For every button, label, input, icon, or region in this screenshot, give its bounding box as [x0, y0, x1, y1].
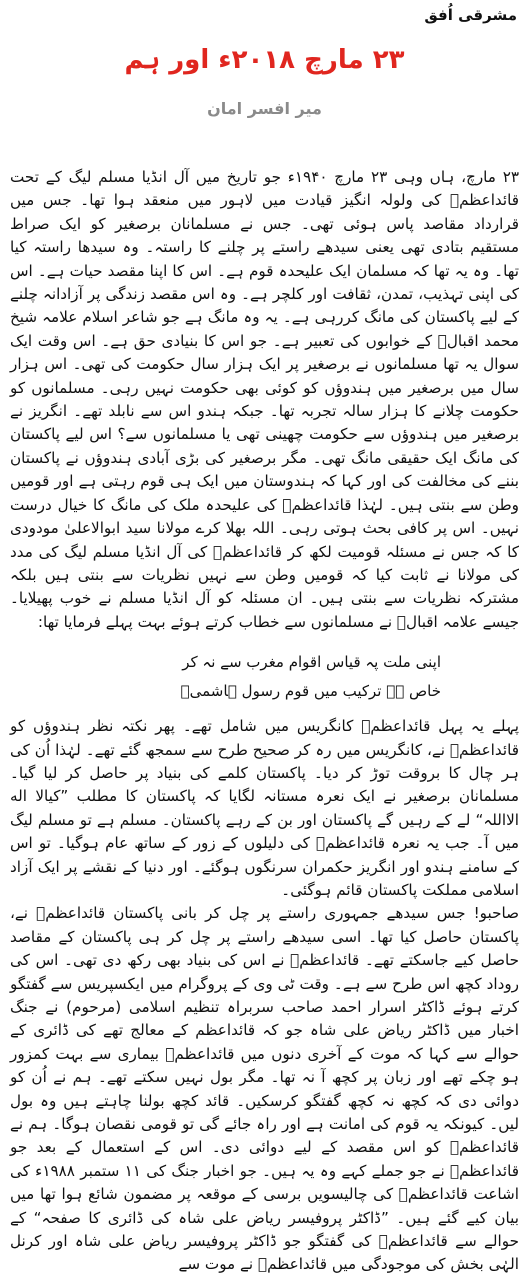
column-name: مشرقی اُفق [424, 6, 517, 24]
paragraph: ۲۳ مارچ، ہاں وہی ۲۳ مارچ ۱۹۴۰ء جو تاریخ میں آل انڈیا مسلم لیگ کے تحت قائداعظمؒ کی ولولہ انگیز قیادت میں لاہور میں منعقد ہوا تھا۔ جس میں قرارداد مقاصد پاس ہوئی تھی۔ جس نے مسلمانان برصغیر کو ایک صراط مستقیم بتادی تھی یعنی سیدھے راستے پر چلنے کا راستہ۔ وہ سیدھا راستہ کیا تھا۔ وہ یہ تھا کہ مسلمان ایک علیحدہ قوم ہے۔ اس کا اپنا مقصد حیات ہے۔ اس کی اپنی تہذیب، تمدن، ثقافت اور کلچر ہے۔ وہ اس مقصد زندگی پر آزادانہ چلنے کے لیے پاکستان کی مانگ کررہی ہے۔ یہ وہ مانگ ہے جو شاعر اسلام علامہ شیخ محمد اقبالؒ کے خوابوں کی تعبیر ہے۔ جو اس کا بنیادی حق ہے۔ اس وقت ایک سوال یہ تھا مسلمانوں نے برصغیر پر ایک ہزار سال حکومت کی تھی۔ اس ہزار سال میں برصغیر میں ہندوؤں کو کوئی بھی حکومت نہیں رہی۔ مسلمانوں کو حکومت چلانے کا ہزار سالہ تجربہ تھا۔ جبکہ ہندو اس سے نابلد تھے۔ انگریز نے برصغیر میں ہندوؤں سے حکومت چھینی تھی یا مسلمانوں سے؟ اس لیے پاکستان کی مانگ ایک حقیقی مانگ تھی۔ مگر برصغیر کی بڑی آبادی ہندوؤں نے پاکستان بننے کی مخالفت کی اور کہا کہ ہندوستان میں ایک ہی قوم رہتی ہے اور قومیں وطن سے بنتی ہیں۔ لہٰذا قائداعظمؒ کی علیحدہ ملک کی مانگ کا خیال درست نہیں۔ اس پر کافی بحث ہوتی رہی۔ اللہ بھلا کرے مولانا سید ابوالاعلیٰ مودودی کا کہ جس نے مسئلہ قومیت لکھ کر قائداعظمؒ کی آل انڈیا مسلم لیگ کی مدد کی مولانا نے ثابت کیا کہ قومیں وطن سے نہیں نظریات سے بنتی ہیں بلکہ مشترکہ نظریات سے بنتی ہیں۔ ان مسئلہ کو آل انڈیا مسلم نے خوب پھیلایا۔ جیسے علامہ اقبالؒ نے مسلمانوں سے خطاب کرتے ہوئے بہت پہلے فرمایا تھا: [10, 168, 520, 631]
poetry-verse [10, 650, 519, 703]
verse-line: اپنی ملت پہ قیاس اقوام مغرب سے نہ کر [182, 653, 441, 672]
article-body [10, 166, 519, 1277]
verse-line: خاص ہے ترکیب میں قوم رسول ہاشمیؐ [180, 682, 441, 701]
paragraph: پہلے یہ پہل قائداعظمؒ کانگریس میں شامل تھے۔ پھر نکتہ نظر ہندوؤں کو قائداعظمؒ نے، کانگریس میں رہ کر صحیح طرح سے سمجھ گئے تھے۔ لہٰذا اُن کی ہر چال کا بروقت توڑ کر دیا۔ پاکستان کلمے کی بنیاد پر حاصل کر لیا گیا۔ مسلمانان برصغیر نے ایک نعرہ مستانہ لگایا کہ پاکستان کا مطلب ”کیالا اله الااللہ“ لے کے رہیں گے پاکستان اور بن کے رہے پاکستان۔ مسلم ہے تو مسلم لیگ میں آ۔ جب یہ نعرہ قائداعظمؒ کی دلیلوں کے زور کے ساتھ عام ہوگیا۔ تو اس کے سامنے ہندو اور انگریز حکمران سرنگوں ہوگئے۔ اور دنیا کے نقشے پر ایک آزاد اسلامی مملکت پاکستان قائم ہوگئی۔ [10, 717, 519, 899]
article-headline: ۲۳ مارچ ۲۰۱۸ء اور ہم [124, 45, 405, 75]
paragraph: صاحبو! جس سیدھے جمہوری راستے پر چل کر بانی پاکستان قائداعظمؒ نے، پاکستان حاصل کیا تھا۔ اسی سیدھے راستے پر چل کر ہی پاکستان کے مقاصد حاصل کیے جاسکتے تھے۔ قائداعظمؒ نے اس کی بنیاد بھی رکھ دی تھی۔ اس کی روداد کچھ اس طرح سے ہے۔ وقت ٹی وی کے پروگرام میں ایکسپریس سے گفتگو کرتے ہوئے ڈاکٹر اسرار احمد صاحب سربراہ تنظیم اسلامی (مرحوم) نے جنگ اخبار میں ڈاکٹر ریاض علی شاہ جو کہ قائداعظم کے معالج تھے کی ڈائری کے حوالے سے کہا کہ موت کے آخری دنوں میں قائداعظمؒ بیماری سے بہت کمزور ہو چکے تھے اور زبان پر کچھ آ نہ تھا۔ مگر بول نہیں سکتے تھے۔ ہم نے اُن کو دوائی دی کہ کچھ نہ کچھ گفتگو کرسکیں۔ قائد کچھ بولنا چاہتے ہیں وہ بول لیں۔ کیونکہ یہ قوم کی امانت ہے اور راہ جائے گی تو قومی نقصان ہوگا۔ ہم نے قائداعظمؒ کو اس مقصد کے لیے دوائی دی۔ اس کے استعمال کے بعد جو قائداعظمؒ نے جو جملے کہے وہ یہ ہیں۔ جو اخبار جنگ کی ۱۱ ستمبر ۱۹۸۸ء کی اشاعت قائداعظمؒ کی چالیسویں برسی کے موقعہ پر مضمون شائع ہوا تھا میں بیان کیے گئے ہیں۔ ”ڈاکٹر پروفیسر ریاض علی شاہ کی ڈائری کا صفحہ“ کے حوالے سے قائداعظمؒ کی گفتگو جو ڈاکٹر پروفیسر ریاض علی شاہ اور کرنل الہٰی بخش کی موجودگی میں قائداعظمؒ نے موت سے [10, 904, 520, 1274]
author-byline: میر افسر امان [207, 99, 322, 118]
